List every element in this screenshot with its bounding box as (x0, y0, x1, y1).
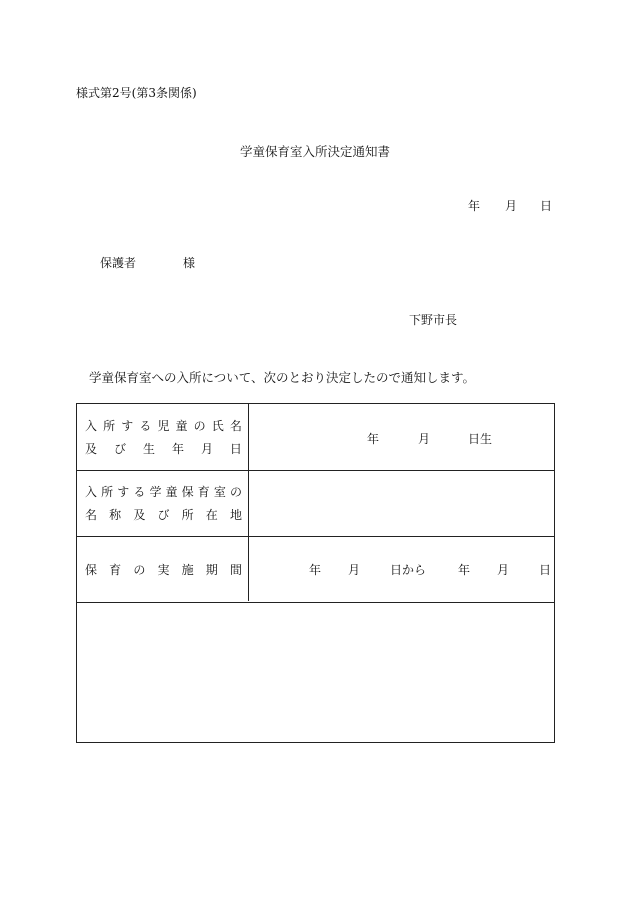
notice-body: 学童保育室への入所について、次のとおり決定したので通知します。 (89, 370, 476, 385)
room-label-char: 所 (181, 508, 194, 522)
child-label-char: の (193, 419, 206, 433)
period-label-line (85, 561, 242, 578)
child-label-char: び (113, 442, 126, 456)
document-title: 学童保育室入所決定通知書 (239, 144, 390, 159)
period-label-char: 実 (157, 563, 170, 577)
table-row-room (77, 470, 554, 537)
date-year-label: 年 (468, 199, 481, 213)
room-label-char: 保 (181, 485, 194, 499)
child-label-char: 生 (142, 442, 155, 456)
room-label-char: 学 (149, 485, 162, 499)
room-label-char: る (133, 485, 146, 499)
period-month-start: 月 (348, 563, 361, 577)
period-month-end: 月 (497, 563, 510, 577)
room-label-char: 及 (133, 508, 146, 522)
form-number: 様式第2号(第3条関係) (76, 86, 197, 100)
decision-table (76, 403, 555, 743)
child-birth-year: 年 (367, 432, 380, 446)
period-label-char: の (133, 563, 146, 577)
child-label-char: 所 (103, 419, 116, 433)
room-label-char: 在 (205, 508, 218, 522)
child-label-char: 日 (229, 442, 242, 456)
period-day-from: 日から (390, 563, 427, 577)
room-label-char: 称 (109, 508, 122, 522)
child-label-char: 氏 (211, 419, 224, 433)
room-label-char: 地 (229, 508, 242, 522)
date-month-label: 月 (505, 199, 518, 213)
room-label-line2 (85, 506, 242, 523)
child-label-char: す (121, 419, 134, 433)
child-label-char: 月 (200, 442, 213, 456)
child-label-char: 年 (171, 442, 184, 456)
guardian-honorific: 様 (183, 256, 196, 270)
child-label-char: る (139, 419, 152, 433)
guardian-label: 保護者 (100, 256, 137, 270)
child-label-char: 入 (85, 419, 98, 433)
table-row-child (77, 404, 554, 471)
date-day-label: 日 (540, 199, 553, 213)
period-year-start: 年 (309, 563, 322, 577)
child-label-char: 及 (85, 442, 98, 456)
table-row-period (77, 536, 554, 603)
room-label-char: 童 (165, 485, 178, 499)
child-label-char: 童 (175, 419, 188, 433)
room-label-char: す (117, 485, 130, 499)
room-label-char: 名 (85, 508, 98, 522)
room-label-char: の (229, 485, 242, 499)
room-label-char: 室 (213, 485, 226, 499)
period-label-char: 期 (205, 563, 218, 577)
room-label-char: 育 (197, 485, 210, 499)
period-year-end: 年 (458, 563, 471, 577)
room-label-char: 入 (85, 485, 98, 499)
period-label-char: 間 (229, 563, 242, 577)
child-birth-day: 日生 (468, 432, 493, 446)
child-label (85, 417, 242, 457)
room-label-line1 (85, 483, 242, 500)
room-label (85, 483, 242, 523)
child-label-line1 (85, 417, 242, 434)
period-label-char: 育 (109, 563, 122, 577)
period-label-char: 施 (181, 563, 194, 577)
child-label-char: 児 (157, 419, 170, 433)
room-label-char: 所 (101, 485, 114, 499)
child-label-char: 名 (229, 419, 242, 433)
child-label-line2 (85, 440, 242, 457)
child-birth-month: 月 (418, 432, 431, 446)
issuer-name: 下野市長 (409, 313, 458, 327)
period-label (85, 561, 242, 578)
room-label-char: び (157, 508, 170, 522)
period-day-end: 日 (539, 563, 552, 577)
period-label-char: 保 (85, 563, 98, 577)
